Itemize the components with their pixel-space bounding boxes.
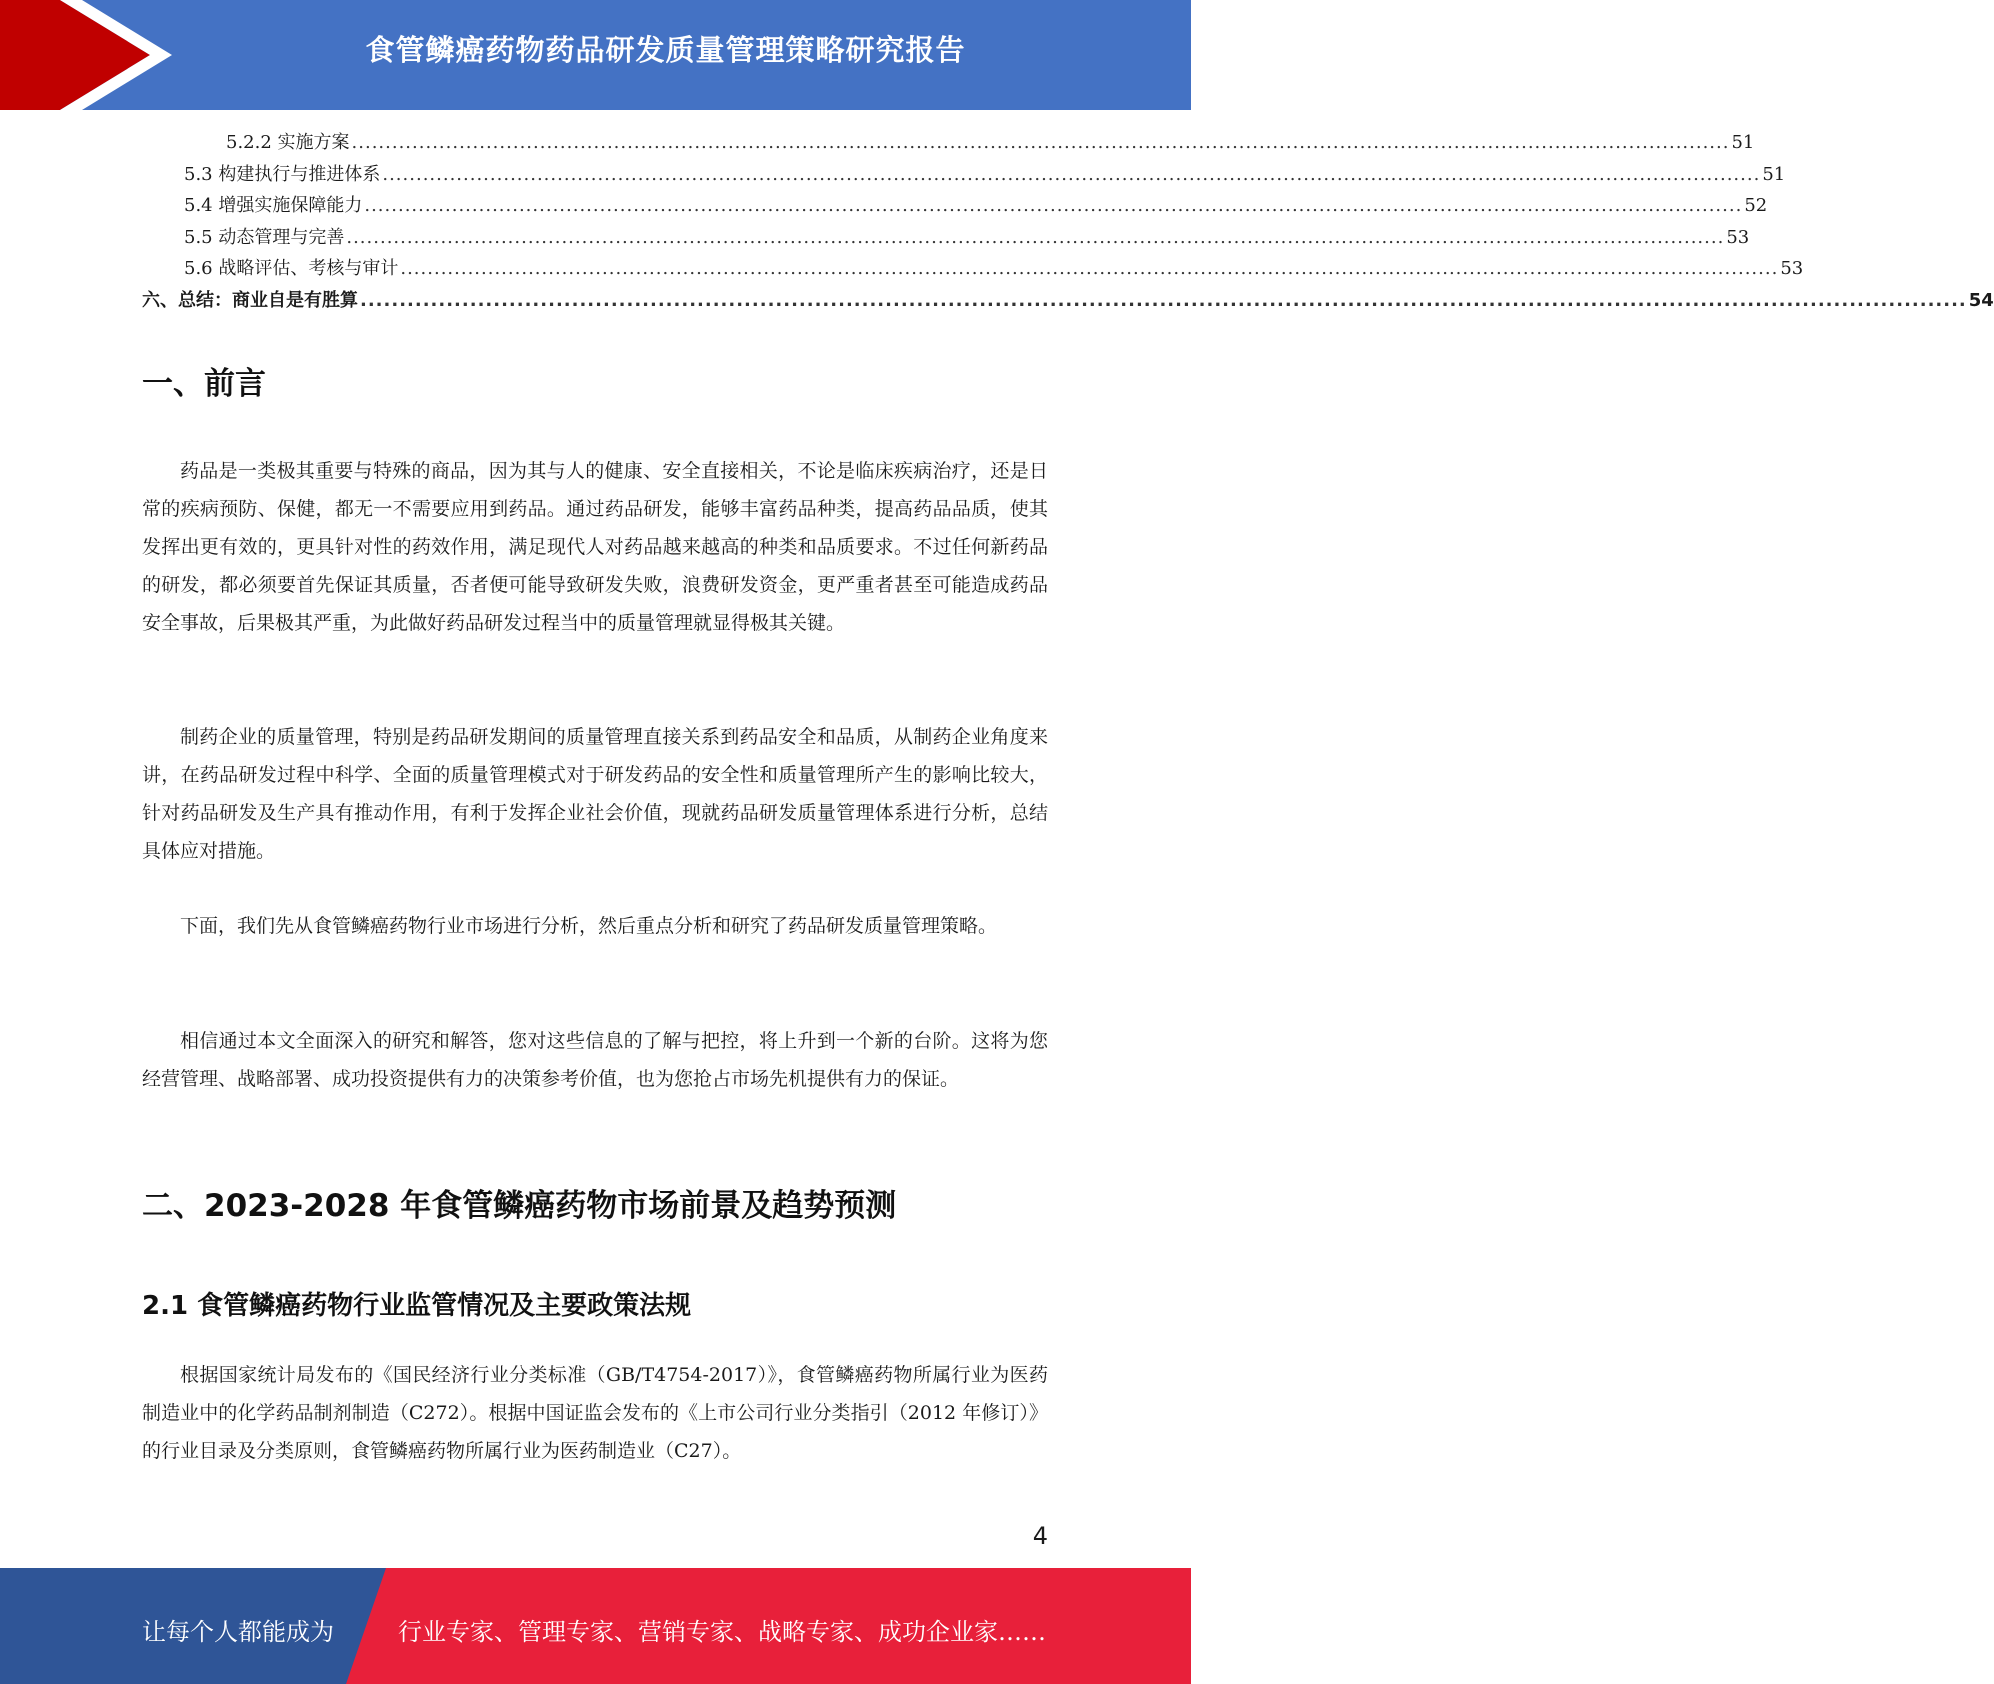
toc-entry-text: 5.5 动态管理与完善 xyxy=(184,226,345,248)
toc-entry[interactable] xyxy=(142,160,1786,192)
subsection-heading-regulation: 2.1 食管鳞癌药物行业监管情况及主要政策法规 xyxy=(142,1291,692,1321)
toc-entry[interactable] xyxy=(142,254,1804,286)
toc-entry-text: 六、总结：商业自是有胜算 xyxy=(142,289,358,311)
body-paragraph: 相信通过本文全面深入的研究和解答，您对这些信息的了解与把控，将上升到一个新的台阶。这将为您经营管理、战略部署、成功投资提供有力的决策参考价值，也为您抢占市场先机提供有力的保证。 xyxy=(142,1030,1048,1090)
toc-entry[interactable] xyxy=(142,191,1768,223)
toc-leader-dots: ............................................................................................................................................................................................................. xyxy=(400,258,1779,279)
toc-leader-dots: ............................................................................................................................................................................................................. xyxy=(364,195,1743,216)
toc-entry-text: 5.2.2 实施方案 xyxy=(226,132,350,153)
footer-slogan-right: 行业专家、管理专家、营销专家、战略专家、成功企业家…… xyxy=(398,1618,1046,1646)
document-title: 食管鳞癌药物药品研发质量管理策略研究报告 xyxy=(365,33,966,67)
toc-entry-page: 52 xyxy=(1744,195,1768,216)
toc-leader-dots: ............................................................................................................................................................................................................. xyxy=(382,163,1761,185)
toc-leader-dots: ............................................................................................................................................................................................................. xyxy=(346,226,1725,248)
body-paragraph: 制药企业的质量管理，特别是药品研发期间的质量管理直接关系到药品安全和品质，从制药企业角度来讲，在药品研发过程中科学、全面的质量管理模式对于研发药品的安全性和质量管理所产生的影响比较大，针对药品研发及生产具有推动作用，有利于发挥企业社会价值，现就药品研发质量管理体系进行分析，总结具体应对措施。 xyxy=(142,726,1048,862)
page-footer xyxy=(0,1568,1191,1684)
body-paragraph: 下面，我们先从食管鳞癌药物行业市场进行分析，然后重点分析和研究了药品研发质量管理策略。 xyxy=(180,915,998,937)
toc-entry[interactable] xyxy=(142,223,1750,255)
toc-entry-page: 54 xyxy=(1968,289,1994,311)
toc-entry[interactable] xyxy=(142,128,1755,160)
toc-entry-text: 5.4 增强实施保障能力 xyxy=(184,195,363,216)
toc-entry-page: 51 xyxy=(1731,132,1755,153)
toc-leader-dots: ............................................................................................................................................................................................................. xyxy=(360,289,1967,311)
section-heading-preface: 一、前言 xyxy=(142,366,266,402)
toc-entry[interactable] xyxy=(142,286,1994,318)
section-heading-market-outlook: 二、2023-2028 年食管鳞癌药物市场前景及趋势预测 xyxy=(142,1188,897,1224)
page-header xyxy=(0,0,1191,110)
page-number: 4 xyxy=(1032,1522,1048,1550)
toc-entry-page: 53 xyxy=(1780,258,1804,279)
toc-entry-page: 51 xyxy=(1762,163,1786,185)
body-paragraph: 药品是一类极其重要与特殊的商品，因为其与人的健康、安全直接相关，不论是临床疾病治疗，还是日常的疾病预防、保健，都无一不需要应用到药品。通过药品研发，能够丰富药品种类，提高药品品质，使其发挥出更有效的，更具针对性的药效作用，满足现代人对药品越来越高的种类和品质要求。不过任何新药品的研发，都必须要首先保证其质量，否者便可能导致研发失败，浪费研发资金，更严重者甚至可能造成药品安全事故，后果极其严重，为此做好药品研发过程当中的质量管理就显得极其关键。 xyxy=(142,460,1048,634)
table-of-contents xyxy=(142,128,1994,317)
toc-entry-text: 5.6 战略评估、考核与审计 xyxy=(184,258,399,279)
body-paragraph: 根据国家统计局发布的《国民经济行业分类标准（GB/T4754-2017）》，食管鳞癌药物所属行业为医药制造业中的化学药品制剂制造（C272）。根据中国证监会发布的《上市公司行业分类指引（2012 年修订）》的行业目录及分类原则，食管鳞癌药物所属行业为医药制造业（C27）。 xyxy=(142,1364,1048,1462)
footer-slogan-left: 让每个人都能成为 xyxy=(142,1618,334,1646)
toc-entry-page: 53 xyxy=(1726,226,1750,248)
toc-leader-dots: ............................................................................................................................................................................................................. xyxy=(351,132,1730,153)
toc-entry-text: 5.3 构建执行与推进体系 xyxy=(184,163,381,185)
